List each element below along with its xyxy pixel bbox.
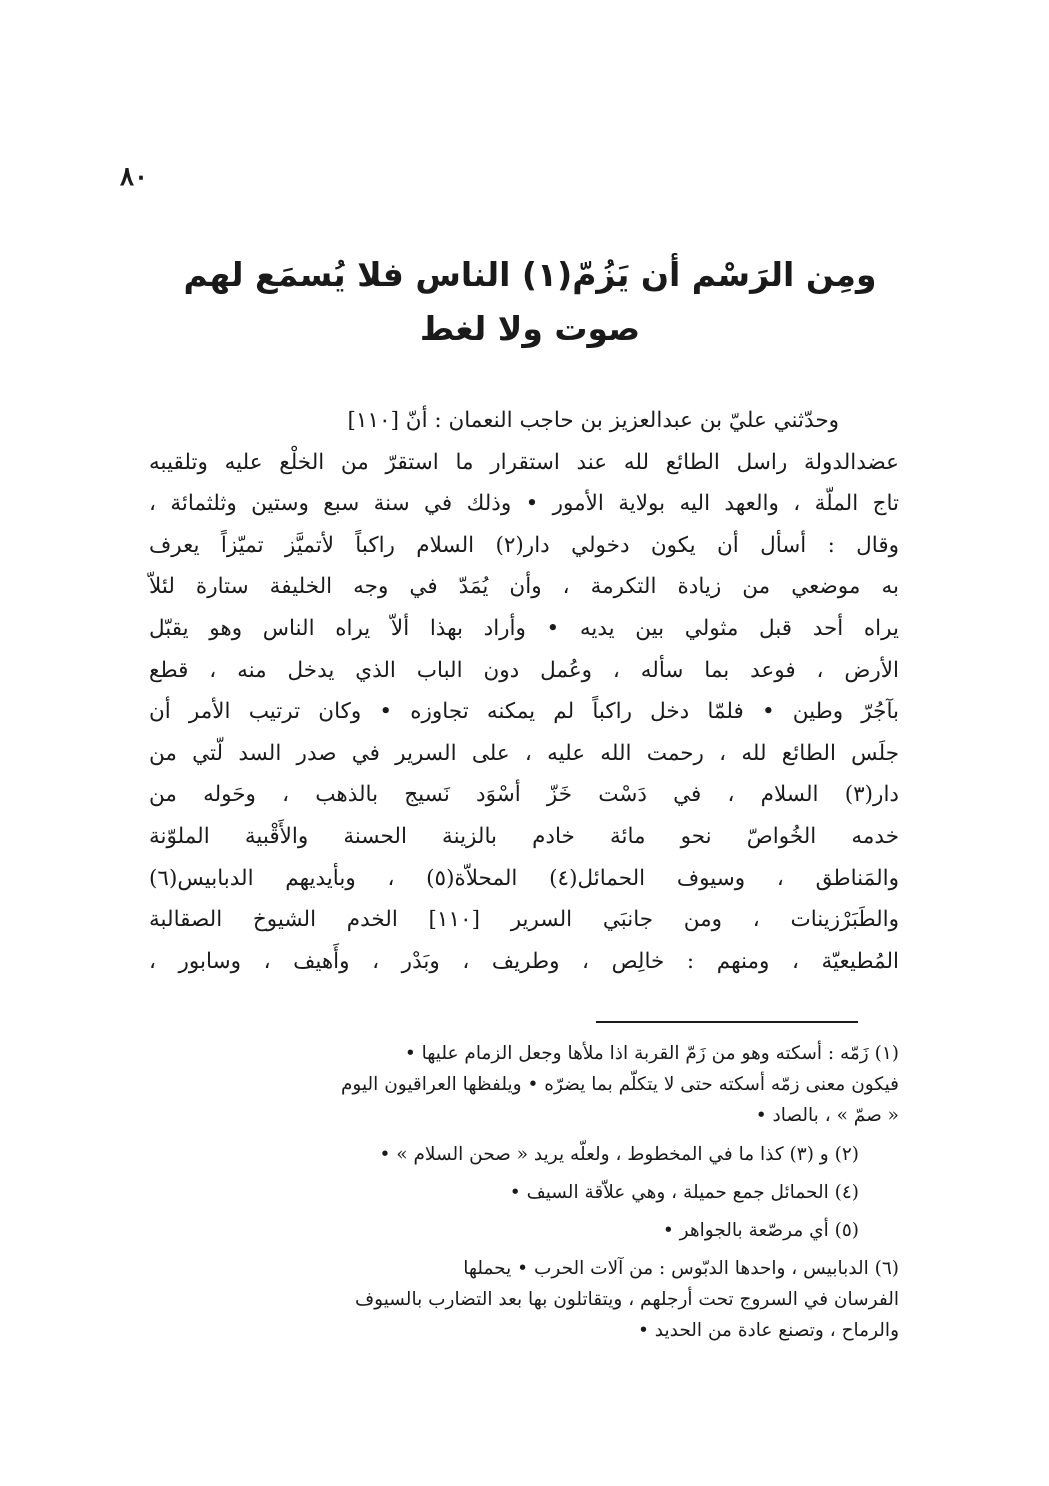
- body-line: الأرض ، فوعد بما سأله ، وعُمل دون الباب الذي يدخل منه ، قطع: [149, 657, 899, 683]
- footnotes: [149, 1038, 899, 1354]
- body-text: [149, 400, 899, 982]
- footnote-line: (١) زَمّه : أسكته وهو من زَمّ القربة اذا ملأها وجعل الزمام عليها •: [404, 1043, 899, 1064]
- body-line: وحدّثني عليّ بن عبدالعزيز بن حاجب النعمان : أنّ [١١٠]: [347, 408, 839, 433]
- body-line: يراه أحد قبل مثولي بين يديه • وأراد بهذا ألاّ يراه الناس وهو يقبّل: [149, 615, 899, 641]
- page-number: ٨٠: [120, 162, 148, 192]
- footnote-line: « صمّ » ، بالصاد •: [755, 1105, 899, 1126]
- footnote-1: [149, 1038, 899, 1131]
- body-line: والمَناطق ، وسيوف الحمائل(٤) المحلاّة(٥) ، وبأيديهم الدبابيس(٦): [149, 865, 899, 891]
- footnote-6: [149, 1253, 899, 1346]
- body-line: بآجُرّ وطين • فلمّا دخل راكباً لم يمكنه تجاوزه • وكان ترتيب الأمر أن: [149, 699, 899, 725]
- chapter-title-line-2: صوت ولا لغط: [419, 309, 641, 348]
- chapter-title-line-1: ومِن الرَسْم أن يَزُمّ(١) الناس فلا يُسمَع لهم: [183, 255, 877, 294]
- body-line: وقال : أسأل أن يكون دخولي دار(٢) السلام راكباً لأتميَّز تميّزاً يعرف: [149, 532, 899, 558]
- footnote-separator: [596, 1021, 858, 1023]
- footnote-line: والرماح ، وتصنع عادة من الحديد •: [637, 1320, 899, 1341]
- chapter-title: [150, 248, 910, 356]
- body-line: عضدالدولة راسل الطائع لله عند استقرار ما استقرّ من الخلْع عليه وتلقيبه: [149, 449, 899, 475]
- footnote-4: [149, 1177, 899, 1208]
- footnote-line: (٥) أي مرصّعة بالجواهر •: [662, 1220, 859, 1241]
- footnote-2-3: [149, 1139, 899, 1170]
- footnote-5: [149, 1215, 899, 1246]
- body-line: المُطيعيّة ، ومنهم : خالِص ، وطريف ، وبَدْر ، وأَهيف ، وسابور ،: [149, 948, 899, 974]
- footnote-line: (٤) الحمائل جمع حميلة ، وهي علاّقة السيف •: [509, 1182, 859, 1203]
- footnote-line: (٦) الدبابيس ، واحدها الدبّوس : من آلات الحرب • يحملها: [463, 1258, 899, 1279]
- body-line: تاج الملّة ، والعهد اليه بولاية الأمور • وذلك في سنة سبع وستين وثلثمائة ،: [149, 491, 899, 517]
- footnote-line: الفرسان في السروج تحت أرجلهم ، ويتقاتلون بها بعد التضارب بالسيوف: [354, 1289, 899, 1310]
- body-line: به موضعي من زيادة التكرمة ، وأن يُمَدّ في وجه الخليفة ستارة لئلاّ: [149, 574, 899, 600]
- footnote-line: فيكون معنى زمّه أسكته حتى لا يتكلّم بما يضرّه • ويلفظها العراقيون اليوم: [340, 1074, 899, 1095]
- body-line: جلَس الطائع لله ، رحمت الله عليه ، على السرير في صدر السد لّتي من: [149, 740, 899, 766]
- body-line: خدمه الخُواصّ نحو مائة خادم بالزينة الحسنة والأَقْبية الملوّنة: [149, 823, 899, 849]
- footnote-line: (٢) و (٣) كذا ما في المخطوط ، ولعلّه يريد « صحن السلام » •: [379, 1144, 859, 1165]
- body-line: دار(٣) السلام ، في دَسْت خَزّ أسْوَد نَسيج بالذهب ، وحَوله من: [149, 782, 899, 808]
- body-line: والطَبَرْزينات ، ومن جانبَي السرير [١١٠] الخدم الشيوخ الصقالبة: [149, 907, 900, 933]
